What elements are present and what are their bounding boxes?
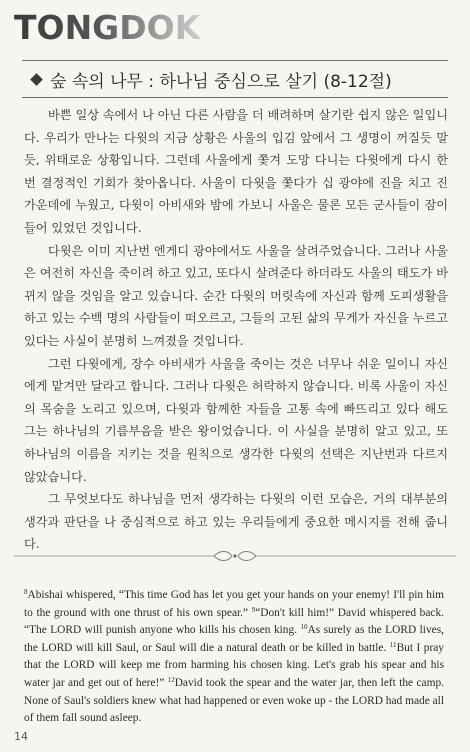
verse-number: 10: [300, 623, 308, 632]
paragraph: 그 무엇보다도 하나님을 먼저 생각하는 다윗의 이런 모습은, 거의 대부분의 생각과 판단을 나 중심적으로 하고 있는 우리들에게 중요한 메시지를 전해 줍니다.: [24, 492, 448, 552]
verse-text: David took the spear and the water jar, then left the camp. None of Saul's soldiers knew what had happened or even woke up - the LORD had made all of them fall sound asleep.: [24, 676, 444, 725]
title-rule-bottom: [22, 97, 448, 98]
verse-number: 12: [167, 675, 175, 684]
paragraph: 그런 다윗에게, 장수 아비새가 사울을 죽이는 것은 너무나 쉬운 일이니 자신에게 맡겨만 달라고 합니다. 그러나 다윗은 허락하지 않습니다. 비록 사울이 자신의 목숨을 노리고 있으며, 다윗과 함께한 자들을 고통 속에 빠뜨리고 있다 해도 그는 하나님의 기름부음을 받은 왕이었습니다. 이 사실을 분명히 알고 있고, 또 하나님의 이름을 지키는 것을 원칙으로 생각한 다윗의 선택은 지난번과 다르지 않았습니다.: [24, 356, 448, 484]
paragraph: 바쁜 일상 속에서 나 아닌 다른 사람을 더 배려하며 살기란 쉽지 않은 일입니다. 우리가 만나는 다윗의 지금 상황은 사울의 입김 앞에서 그 생명이 꺼질듯 말듯, 위태로운 상황입니다. 그런데 사울에게 쫓겨 도망 다니는 다윗에게 다시 한 번 결정적인 기회가 찾아옵니다. 사울이 다윗을 쫓다가 십 광야에 진을 치고 진 가운데에 누웠고, 다윗이 아비새와 밤에 가보니 사울은 물론 모든 군사들이 잠이 들어 있었던 것입니다.: [24, 108, 448, 235]
scripture-footnote: [24, 587, 444, 728]
paragraph: 다윗은 이미 지난번 엔게디 광야에서도 사울을 살려주었습니다. 그러나 사울은 여전히 자신을 죽이려 하고 있고, 또다시 살려준다 하더라도 사울의 태도가 바뀌지 않을 것임을 알고 있습니다. 순간 다윗의 머릿속에 자신과 함께 도피생활을 하고 있는 수백 명의 사람들이 떠오르고, 그들의 고된 삶의 무게가 자신을 누르고 있다는 사실이 분명히 느껴졌을 것입니다.: [24, 243, 448, 348]
brand-logo: TONGDOK: [14, 8, 201, 47]
diamond-bullet-icon: [30, 73, 43, 86]
body-text: [24, 104, 448, 556]
section-title-text: 숲 속의 나무 : 하나님 중심으로 살기 (8-12절): [50, 71, 392, 92]
verse-number: 9: [251, 605, 256, 614]
verse-text: “Don't kill him!” David whispered back. “The LORD will punish anyone who kills his chosen king.: [24, 606, 445, 637]
verse-number: 11: [389, 640, 397, 649]
verse-number: 8: [24, 588, 28, 596]
title-rule-top: [22, 60, 448, 61]
ornamental-divider: [14, 548, 456, 564]
verse-text: But I pray that the LORD will keep me from harming his chosen king. Let's grab his spear and his water jar and get out of here!”: [24, 641, 444, 689]
verse-text: Abishai whispered, “This time God has let you get your hands on your enemy! I'll pin him to the ground with one thrust of his own spear.”: [24, 589, 444, 619]
section-title: [26, 64, 446, 94]
page-number: 14: [14, 730, 28, 743]
verse-text: As surely as the LORD lives, the LORD will kill Saul, or Saul will die a natural death or be killed in battle.: [24, 624, 445, 654]
